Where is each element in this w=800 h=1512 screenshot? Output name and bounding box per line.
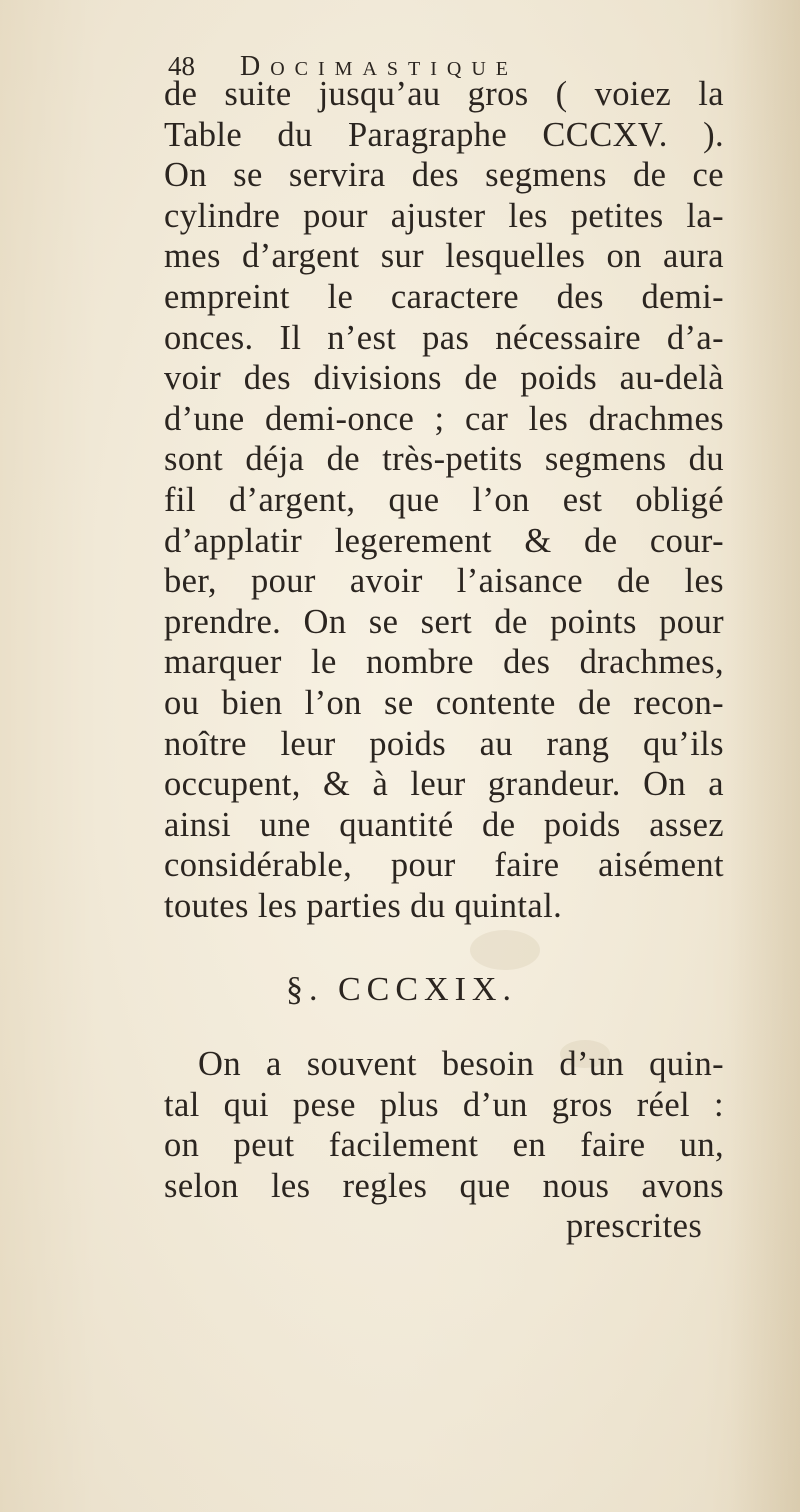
text-line: marquer le nombre des drachmes, bbox=[164, 643, 724, 682]
running-title: Docimastique bbox=[240, 51, 518, 82]
page-edge-shadow bbox=[730, 0, 800, 1512]
text-line: tal qui pese plus d’un gros réel : bbox=[164, 1085, 724, 1124]
text-line: cylindre pour ajuster les petites la- bbox=[164, 196, 724, 235]
text-line: On se servira des segmens de ce bbox=[164, 156, 724, 195]
text-line: d’applatir legerement & de cour- bbox=[164, 521, 724, 560]
text-line: voir des divisions de poids au-delà bbox=[164, 359, 724, 398]
text-line: onces. Il n’est pas nécessaire d’a- bbox=[164, 318, 724, 357]
text-line: considérable, pour faire aisément bbox=[164, 846, 724, 885]
text-line: sont déja de très-petits segmens du bbox=[164, 440, 724, 479]
text-line: noître leur poids au rang qu’ils bbox=[164, 724, 724, 763]
text-line: toutes les parties du quintal. bbox=[164, 886, 563, 925]
text-line: ber, pour avoir l’aisance de les bbox=[164, 562, 724, 601]
text-line: ainsi une quantité de poids assez bbox=[164, 805, 724, 844]
text-line: fil d’argent, que l’on est obligé bbox=[164, 480, 724, 519]
text-line: Table du Paragraphe CCCXV. ). bbox=[164, 115, 724, 154]
text-line: selon les regles que nous avons bbox=[164, 1166, 724, 1205]
text-line: mes d’argent sur lesquelles on aura bbox=[164, 237, 724, 276]
text-line: prendre. On se sert de points pour bbox=[164, 602, 724, 641]
text-line: ou bien l’on se contente de recon- bbox=[164, 683, 724, 722]
text-line: occupent, & à leur grandeur. On a bbox=[164, 765, 724, 804]
catchword: prescrites bbox=[566, 1207, 703, 1246]
section-text bbox=[164, 1044, 724, 1247]
text-line: d’une demi-once ; car les drachmes bbox=[164, 399, 724, 438]
body-text bbox=[164, 74, 724, 926]
text-line: on peut facilement en faire un, bbox=[164, 1126, 724, 1165]
section-heading: §. CCCXIX. bbox=[286, 971, 517, 1008]
text-line: de suite jusqu’au gros ( voiez la bbox=[164, 75, 724, 113]
page-number: 48 bbox=[168, 51, 195, 81]
text-line: On a souvent besoin d’un quin- bbox=[198, 1045, 724, 1083]
text-line: empreint le caractere des demi- bbox=[164, 277, 724, 316]
paper-stain bbox=[470, 930, 540, 970]
